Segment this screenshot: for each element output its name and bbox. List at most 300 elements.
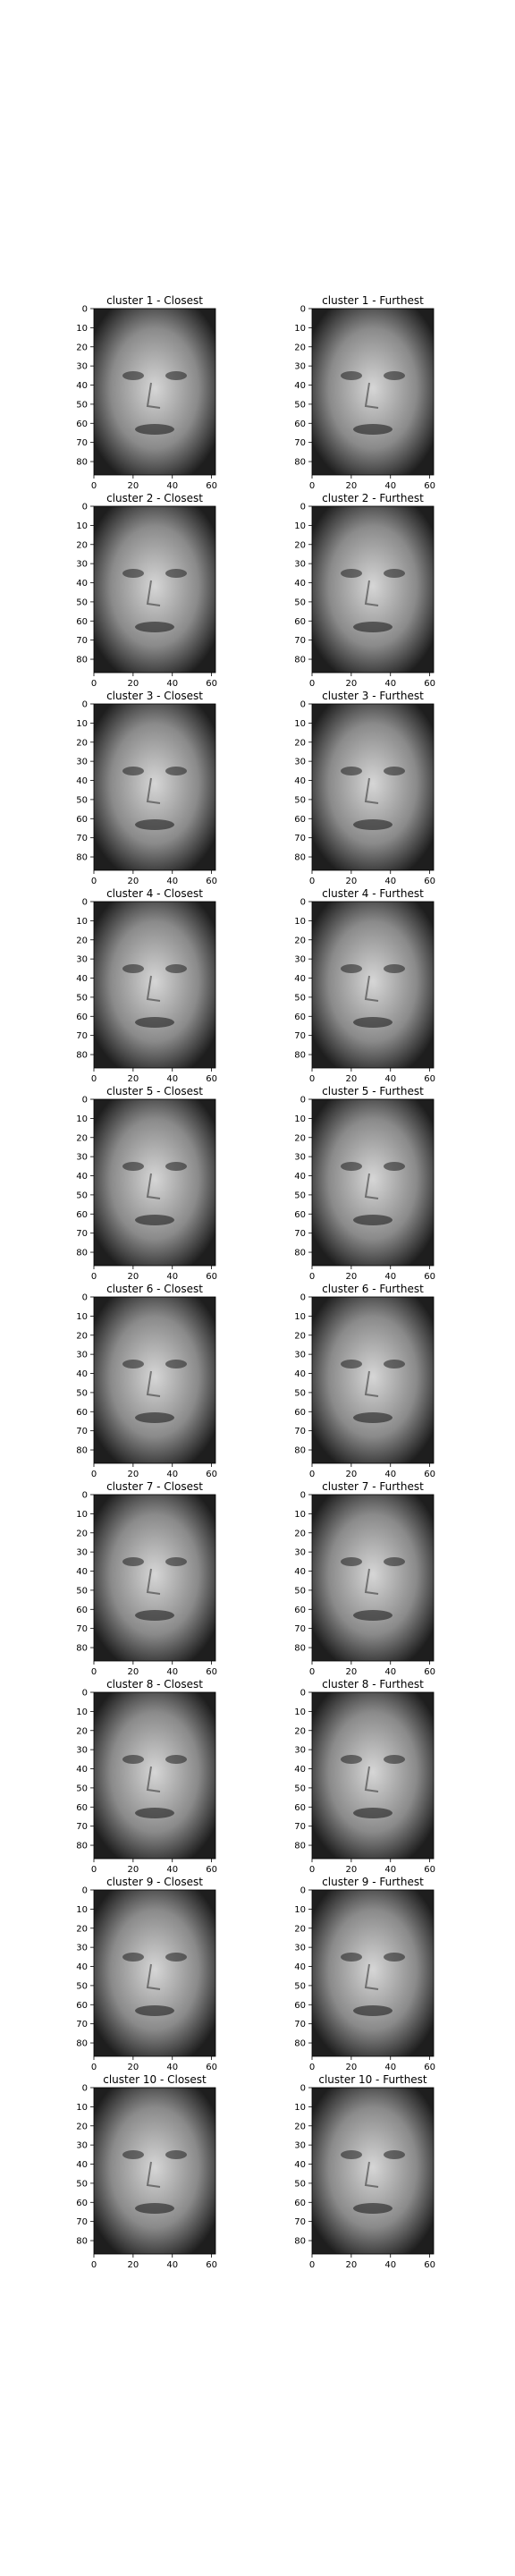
x-tick-label: 40 bbox=[166, 1865, 179, 1875]
y-tick-label: 60 bbox=[294, 1209, 306, 1220]
y-tick-label: 80 bbox=[294, 2236, 306, 2247]
x-tick-label: 0 bbox=[90, 877, 97, 886]
face-image bbox=[312, 2088, 434, 2254]
face-image bbox=[94, 1297, 215, 1463]
x-tick-label: 0 bbox=[90, 1470, 97, 1479]
face-eye-left bbox=[341, 1360, 362, 1368]
y-tick-label: 70 bbox=[76, 1822, 88, 1833]
face-mouth bbox=[353, 424, 393, 435]
face-eye-left bbox=[341, 767, 362, 775]
x-tick-label: 60 bbox=[206, 877, 217, 886]
y-tick-label: 50 bbox=[76, 597, 88, 608]
y-tick-label: 80 bbox=[294, 1841, 306, 1852]
y-tick-label: 80 bbox=[76, 2236, 88, 2247]
y-tick-label: 0 bbox=[81, 502, 88, 513]
face-eye-right bbox=[165, 964, 187, 973]
x-tick-label: 20 bbox=[345, 1667, 358, 1677]
face-eye-left bbox=[122, 1162, 144, 1171]
y-tick-label: 40 bbox=[294, 1369, 306, 1380]
x-tick-label: 40 bbox=[384, 1865, 397, 1875]
face-eye-right bbox=[384, 767, 405, 775]
y-tick-label: 20 bbox=[76, 540, 88, 551]
x-tick-label: 40 bbox=[166, 481, 179, 491]
panel-4 bbox=[294, 492, 435, 689]
x-tick-label: 20 bbox=[345, 2063, 358, 2072]
x-tick-label: 40 bbox=[384, 679, 397, 689]
y-tick-label: 40 bbox=[294, 2160, 306, 2171]
y-tick-label: 60 bbox=[294, 419, 306, 429]
y-tick-label: 40 bbox=[294, 1567, 306, 1578]
x-tick-label: 60 bbox=[206, 481, 217, 491]
x-tick-label: 0 bbox=[90, 481, 97, 491]
y-tick-label: 80 bbox=[294, 457, 306, 468]
x-tick-label: 40 bbox=[384, 1470, 397, 1479]
y-tick-label: 70 bbox=[294, 1624, 306, 1635]
panel-title: cluster 2 - Furthest bbox=[322, 492, 424, 504]
y-tick-label: 10 bbox=[76, 718, 88, 729]
x-tick-label: 20 bbox=[345, 877, 358, 886]
x-tick-label: 0 bbox=[308, 877, 316, 886]
x-tick-label: 0 bbox=[90, 1865, 97, 1875]
face-eye-right bbox=[384, 964, 405, 973]
y-tick-label: 10 bbox=[76, 1904, 88, 1915]
face-eye-left bbox=[122, 2150, 144, 2159]
y-tick-label: 20 bbox=[76, 936, 88, 946]
x-tick-label: 40 bbox=[166, 877, 179, 886]
face-eye-right bbox=[384, 1953, 405, 1962]
y-tick-label: 20 bbox=[76, 1133, 88, 1144]
y-tick-label: 40 bbox=[76, 1567, 88, 1578]
y-tick-label: 10 bbox=[76, 1707, 88, 1717]
y-tick-label: 80 bbox=[294, 655, 306, 665]
x-tick-label: 40 bbox=[384, 481, 397, 491]
face-eye-right bbox=[165, 1953, 187, 1962]
y-tick-label: 40 bbox=[76, 1962, 88, 1973]
y-tick-label: 80 bbox=[294, 2038, 306, 2049]
y-tick-label: 0 bbox=[300, 1095, 306, 1106]
panel-17 bbox=[76, 1876, 217, 2072]
y-tick-label: 70 bbox=[294, 834, 306, 844]
x-tick-label: 20 bbox=[345, 2260, 358, 2270]
panel-title: cluster 5 - Furthest bbox=[322, 1085, 424, 1097]
face-eye-left bbox=[122, 1953, 144, 1962]
panel-title: cluster 3 - Furthest bbox=[322, 690, 424, 702]
y-tick-label: 20 bbox=[294, 2122, 306, 2132]
x-tick-label: 20 bbox=[127, 877, 139, 886]
x-tick-label: 0 bbox=[90, 679, 97, 689]
face-eye-right bbox=[384, 2150, 405, 2159]
panel-16 bbox=[294, 1678, 435, 1875]
y-tick-label: 0 bbox=[300, 1688, 306, 1699]
y-tick-label: 80 bbox=[76, 1643, 88, 1654]
panel-6 bbox=[294, 690, 435, 886]
y-tick-label: 10 bbox=[294, 1904, 306, 1915]
panel-title: cluster 1 - Furthest bbox=[322, 294, 424, 307]
y-tick-label: 10 bbox=[294, 1707, 306, 1717]
face-eye-left bbox=[122, 1557, 144, 1566]
y-tick-label: 50 bbox=[294, 597, 306, 608]
face-eye-left bbox=[122, 767, 144, 775]
y-tick-label: 40 bbox=[76, 974, 88, 985]
face-eye-right bbox=[165, 2150, 187, 2159]
y-tick-label: 0 bbox=[81, 1688, 88, 1699]
y-tick-label: 30 bbox=[76, 954, 88, 965]
y-tick-label: 0 bbox=[300, 1885, 306, 1896]
face-eye-left bbox=[122, 569, 144, 578]
panel-title: cluster 2 - Closest bbox=[106, 492, 203, 504]
x-tick-label: 40 bbox=[166, 679, 179, 689]
panel-15 bbox=[76, 1678, 217, 1875]
panel-5 bbox=[76, 690, 217, 886]
y-tick-label: 20 bbox=[76, 343, 88, 353]
face-eye-right bbox=[165, 1755, 187, 1764]
y-tick-label: 70 bbox=[76, 1427, 88, 1437]
y-tick-label: 0 bbox=[300, 502, 306, 513]
face-eye-left bbox=[341, 569, 362, 578]
y-tick-label: 10 bbox=[294, 2102, 306, 2113]
y-tick-label: 0 bbox=[81, 304, 88, 315]
y-tick-label: 40 bbox=[76, 1765, 88, 1775]
x-tick-label: 40 bbox=[384, 1667, 397, 1677]
panel-title: cluster 9 - Furthest bbox=[322, 1876, 424, 1888]
y-tick-label: 70 bbox=[76, 636, 88, 647]
y-tick-label: 20 bbox=[294, 540, 306, 551]
x-tick-label: 0 bbox=[308, 2260, 316, 2270]
y-tick-label: 60 bbox=[294, 616, 306, 627]
panel-title: cluster 3 - Closest bbox=[106, 690, 203, 702]
face-eye-right bbox=[165, 1360, 187, 1368]
y-tick-label: 60 bbox=[76, 814, 88, 825]
y-tick-label: 20 bbox=[294, 343, 306, 353]
y-tick-label: 30 bbox=[76, 1745, 88, 1756]
panel-20 bbox=[294, 2073, 435, 2270]
y-tick-label: 70 bbox=[76, 1624, 88, 1635]
y-tick-label: 50 bbox=[294, 1191, 306, 1201]
panel-title: cluster 6 - Closest bbox=[106, 1283, 203, 1295]
face-mouth bbox=[135, 622, 174, 632]
y-tick-label: 70 bbox=[76, 1031, 88, 1042]
face-eye-left bbox=[341, 1953, 362, 1962]
panel-title: cluster 8 - Furthest bbox=[322, 1678, 424, 1690]
y-tick-label: 60 bbox=[76, 2198, 88, 2208]
x-tick-label: 60 bbox=[206, 1470, 217, 1479]
x-tick-label: 0 bbox=[308, 1074, 316, 1084]
y-tick-label: 80 bbox=[294, 1643, 306, 1654]
panel-title: cluster 8 - Closest bbox=[106, 1678, 203, 1690]
y-tick-label: 60 bbox=[294, 1802, 306, 1813]
x-tick-label: 60 bbox=[424, 2063, 435, 2072]
face-image bbox=[312, 1297, 434, 1463]
y-tick-label: 60 bbox=[76, 1012, 88, 1022]
x-tick-label: 60 bbox=[206, 1667, 217, 1677]
y-tick-label: 10 bbox=[76, 1114, 88, 1124]
y-tick-label: 30 bbox=[76, 361, 88, 372]
x-tick-label: 0 bbox=[90, 1272, 97, 1282]
y-tick-label: 0 bbox=[300, 304, 306, 315]
y-tick-label: 30 bbox=[76, 1943, 88, 1953]
x-tick-label: 20 bbox=[127, 1272, 139, 1282]
y-tick-label: 10 bbox=[294, 521, 306, 531]
y-tick-label: 50 bbox=[76, 1388, 88, 1399]
x-tick-label: 60 bbox=[424, 481, 435, 491]
y-tick-label: 10 bbox=[76, 323, 88, 334]
face-image bbox=[312, 1692, 434, 1859]
x-tick-label: 60 bbox=[206, 1865, 217, 1875]
y-tick-label: 20 bbox=[294, 1726, 306, 1737]
x-tick-label: 20 bbox=[345, 1865, 358, 1875]
x-tick-label: 0 bbox=[90, 1074, 97, 1084]
y-tick-label: 0 bbox=[81, 2083, 88, 2094]
y-tick-label: 30 bbox=[294, 2140, 306, 2151]
face-mouth bbox=[353, 2005, 393, 2016]
x-tick-label: 40 bbox=[384, 1074, 397, 1084]
y-tick-label: 40 bbox=[76, 381, 88, 392]
y-tick-label: 70 bbox=[294, 636, 306, 647]
y-tick-label: 40 bbox=[294, 1172, 306, 1182]
face-eye-left bbox=[341, 371, 362, 380]
x-tick-label: 60 bbox=[424, 1667, 435, 1677]
y-tick-label: 50 bbox=[76, 993, 88, 1004]
y-tick-label: 50 bbox=[294, 1784, 306, 1794]
y-tick-label: 70 bbox=[294, 438, 306, 449]
y-tick-label: 20 bbox=[294, 1529, 306, 1539]
face-image bbox=[94, 2088, 215, 2254]
x-tick-label: 60 bbox=[206, 2063, 217, 2072]
face-eye-left bbox=[122, 964, 144, 973]
y-tick-label: 0 bbox=[81, 897, 88, 908]
y-tick-label: 20 bbox=[76, 1924, 88, 1935]
x-tick-label: 40 bbox=[384, 877, 397, 886]
y-tick-label: 80 bbox=[294, 1248, 306, 1258]
y-tick-label: 10 bbox=[76, 2102, 88, 2113]
y-tick-label: 0 bbox=[300, 2083, 306, 2094]
x-tick-label: 20 bbox=[345, 1074, 358, 1084]
y-tick-label: 10 bbox=[294, 323, 306, 334]
y-tick-label: 70 bbox=[76, 2217, 88, 2228]
face-image bbox=[312, 309, 434, 475]
face-eye-right bbox=[384, 371, 405, 380]
y-tick-label: 50 bbox=[76, 1191, 88, 1201]
x-tick-label: 60 bbox=[424, 1865, 435, 1875]
y-tick-label: 40 bbox=[294, 1765, 306, 1775]
panel-14 bbox=[294, 1480, 435, 1677]
y-tick-label: 50 bbox=[294, 1388, 306, 1399]
y-tick-label: 50 bbox=[294, 2179, 306, 2190]
panel-title: cluster 9 - Closest bbox=[106, 1876, 203, 1888]
face-eye-left bbox=[341, 964, 362, 973]
x-tick-label: 20 bbox=[345, 1272, 358, 1282]
x-tick-label: 20 bbox=[127, 1667, 139, 1677]
y-tick-label: 10 bbox=[294, 1509, 306, 1520]
face-image bbox=[312, 1890, 434, 2056]
face-image bbox=[94, 1692, 215, 1859]
y-tick-label: 60 bbox=[294, 1012, 306, 1022]
y-tick-label: 50 bbox=[294, 993, 306, 1004]
face-eye-right bbox=[165, 767, 187, 775]
panel-1 bbox=[76, 294, 217, 491]
face-image bbox=[94, 506, 215, 673]
x-tick-label: 60 bbox=[424, 1074, 435, 1084]
panel-3 bbox=[76, 492, 217, 689]
x-tick-label: 60 bbox=[206, 1074, 217, 1084]
face-eye-left bbox=[122, 1360, 144, 1368]
y-tick-label: 60 bbox=[76, 1209, 88, 1220]
face-image bbox=[94, 1495, 215, 1661]
face-image bbox=[312, 1099, 434, 1266]
y-tick-label: 80 bbox=[76, 1841, 88, 1852]
y-tick-label: 10 bbox=[294, 718, 306, 729]
y-tick-label: 40 bbox=[294, 974, 306, 985]
y-tick-label: 60 bbox=[76, 616, 88, 627]
x-tick-label: 20 bbox=[127, 1865, 139, 1875]
y-tick-label: 10 bbox=[76, 1509, 88, 1520]
panel-18 bbox=[294, 1876, 435, 2072]
y-tick-label: 0 bbox=[300, 897, 306, 908]
y-tick-label: 50 bbox=[76, 2179, 88, 2190]
y-tick-label: 20 bbox=[76, 1726, 88, 1737]
x-tick-label: 20 bbox=[127, 2260, 139, 2270]
y-tick-label: 30 bbox=[294, 1745, 306, 1756]
x-tick-label: 0 bbox=[308, 679, 316, 689]
x-tick-label: 20 bbox=[127, 679, 139, 689]
face-mouth bbox=[135, 2005, 174, 2016]
panel-7 bbox=[76, 887, 217, 1084]
y-tick-label: 60 bbox=[294, 2198, 306, 2208]
y-tick-label: 10 bbox=[294, 1311, 306, 1322]
y-tick-label: 80 bbox=[294, 1050, 306, 1061]
face-image bbox=[94, 704, 215, 870]
panel-title: cluster 4 - Furthest bbox=[322, 887, 424, 900]
face-mouth bbox=[353, 2203, 393, 2214]
face-mouth bbox=[353, 622, 393, 632]
y-tick-label: 30 bbox=[294, 361, 306, 372]
y-tick-label: 20 bbox=[76, 738, 88, 749]
y-tick-label: 0 bbox=[81, 1292, 88, 1303]
face-image bbox=[94, 902, 215, 1068]
face-mouth bbox=[135, 1808, 174, 1818]
panel-2 bbox=[294, 294, 435, 491]
x-tick-label: 20 bbox=[127, 481, 139, 491]
panel-title: cluster 6 - Furthest bbox=[322, 1283, 424, 1295]
face-eye-right bbox=[384, 1360, 405, 1368]
y-tick-label: 20 bbox=[294, 738, 306, 749]
y-tick-label: 30 bbox=[76, 1152, 88, 1163]
x-tick-label: 60 bbox=[206, 2260, 217, 2270]
face-mouth bbox=[135, 1412, 174, 1423]
x-tick-label: 0 bbox=[90, 2063, 97, 2072]
face-eye-right bbox=[384, 1755, 405, 1764]
x-tick-label: 20 bbox=[345, 481, 358, 491]
y-tick-label: 30 bbox=[294, 1152, 306, 1163]
y-tick-label: 50 bbox=[76, 795, 88, 806]
y-tick-label: 70 bbox=[294, 1822, 306, 1833]
panel-8 bbox=[294, 887, 435, 1084]
y-tick-label: 20 bbox=[76, 2122, 88, 2132]
x-tick-label: 40 bbox=[384, 2260, 397, 2270]
face-mouth bbox=[353, 1017, 393, 1028]
y-tick-label: 80 bbox=[76, 1248, 88, 1258]
y-tick-label: 40 bbox=[76, 579, 88, 589]
y-tick-label: 50 bbox=[294, 1586, 306, 1597]
y-tick-label: 30 bbox=[294, 1943, 306, 1953]
y-tick-label: 0 bbox=[81, 1490, 88, 1501]
face-eye-right bbox=[384, 1162, 405, 1171]
y-tick-label: 20 bbox=[294, 1331, 306, 1342]
panel-title: cluster 10 - Furthest bbox=[318, 2073, 427, 2086]
x-tick-label: 20 bbox=[345, 679, 358, 689]
panel-title: cluster 7 - Closest bbox=[106, 1480, 203, 1493]
face-mouth bbox=[353, 1412, 393, 1423]
face-mouth bbox=[135, 2203, 174, 2214]
face-mouth bbox=[135, 424, 174, 435]
y-tick-label: 0 bbox=[81, 699, 88, 710]
y-tick-label: 60 bbox=[76, 1407, 88, 1418]
x-tick-label: 40 bbox=[384, 1272, 397, 1282]
y-tick-label: 60 bbox=[76, 1802, 88, 1813]
panel-9 bbox=[76, 1085, 217, 1282]
y-tick-label: 0 bbox=[300, 699, 306, 710]
face-eye-right bbox=[165, 1557, 187, 1566]
face-mouth bbox=[135, 819, 174, 830]
x-tick-label: 20 bbox=[127, 1074, 139, 1084]
y-tick-label: 80 bbox=[294, 1445, 306, 1456]
face-mouth bbox=[135, 1610, 174, 1621]
panel-title: cluster 7 - Furthest bbox=[322, 1480, 424, 1493]
y-tick-label: 40 bbox=[76, 1369, 88, 1380]
x-tick-label: 60 bbox=[424, 1272, 435, 1282]
y-tick-label: 80 bbox=[76, 655, 88, 665]
x-tick-label: 0 bbox=[308, 1865, 316, 1875]
panel-10 bbox=[294, 1085, 435, 1282]
x-tick-label: 60 bbox=[424, 2260, 435, 2270]
y-tick-label: 50 bbox=[76, 1981, 88, 1992]
panel-title: cluster 1 - Closest bbox=[106, 294, 203, 307]
x-tick-label: 40 bbox=[166, 1272, 179, 1282]
y-tick-label: 10 bbox=[76, 1311, 88, 1322]
y-tick-label: 40 bbox=[294, 1962, 306, 1973]
face-eye-left bbox=[341, 1755, 362, 1764]
y-tick-label: 20 bbox=[76, 1529, 88, 1539]
y-tick-label: 70 bbox=[76, 834, 88, 844]
panel-title: cluster 10 - Closest bbox=[103, 2073, 207, 2086]
face-image bbox=[94, 309, 215, 475]
x-tick-label: 60 bbox=[424, 877, 435, 886]
y-tick-label: 0 bbox=[300, 1292, 306, 1303]
y-tick-label: 60 bbox=[294, 1605, 306, 1615]
y-tick-label: 50 bbox=[294, 400, 306, 411]
panel-title: cluster 5 - Closest bbox=[106, 1085, 203, 1097]
x-tick-label: 20 bbox=[127, 2063, 139, 2072]
x-tick-label: 60 bbox=[424, 1470, 435, 1479]
y-tick-label: 70 bbox=[294, 2020, 306, 2030]
face-eye-right bbox=[384, 1557, 405, 1566]
y-tick-label: 20 bbox=[294, 936, 306, 946]
y-tick-label: 50 bbox=[76, 1586, 88, 1597]
y-tick-label: 0 bbox=[300, 1490, 306, 1501]
panel-11 bbox=[76, 1283, 217, 1479]
panel-13 bbox=[76, 1480, 217, 1677]
y-tick-label: 80 bbox=[294, 852, 306, 863]
y-tick-label: 50 bbox=[76, 400, 88, 411]
y-tick-label: 60 bbox=[76, 2000, 88, 2011]
x-tick-label: 40 bbox=[166, 1667, 179, 1677]
x-tick-label: 0 bbox=[90, 1667, 97, 1677]
x-tick-label: 0 bbox=[308, 2063, 316, 2072]
y-tick-label: 30 bbox=[76, 1547, 88, 1558]
face-mouth bbox=[135, 1017, 174, 1028]
y-tick-label: 50 bbox=[294, 795, 306, 806]
y-tick-label: 70 bbox=[76, 1229, 88, 1240]
